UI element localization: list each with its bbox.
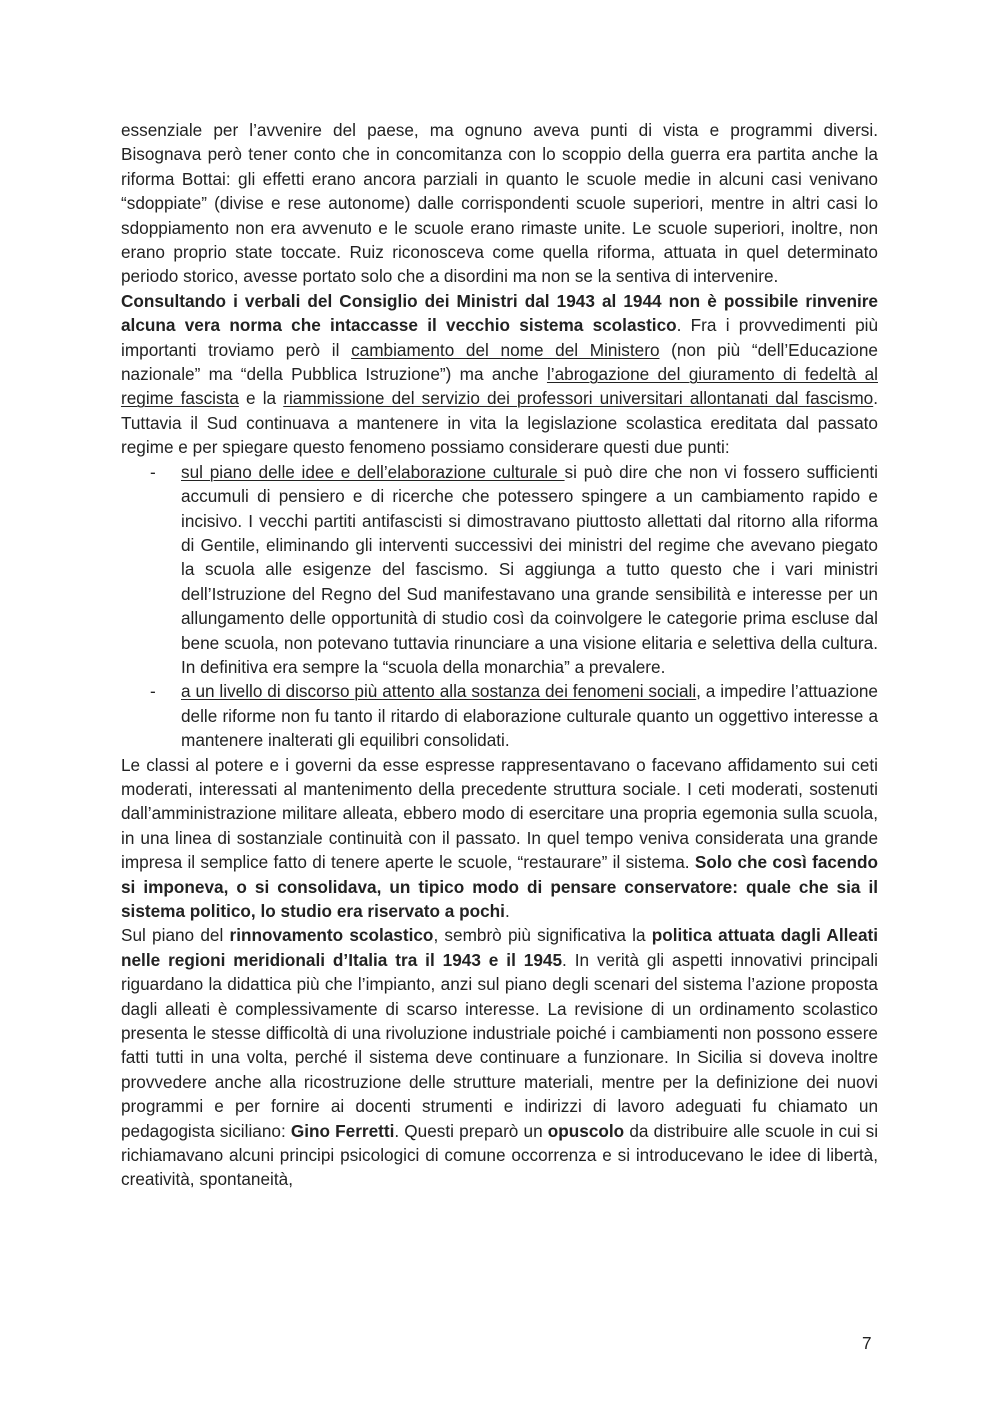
underlined-text: riammissione del servizio dei professori universitari allontanati dal fascismo	[283, 388, 874, 409]
text-run: Sul piano del	[121, 925, 230, 946]
bold-text: rinnovamento scolastico	[229, 925, 434, 946]
bold-text: opuscolo	[547, 1120, 625, 1141]
paragraph-1: essenziale per l’avvenire del paese, ma ognuno aveva punti di vista e programmi diversi. Bisognava però tener conto che in concomitanza con lo scoppio della guerra era partita anche la riforma Bottai: gli effetti erano ancora parziali in quanto le scuole medie in alcuni casi venivano “sdoppiate” (divise e rese autonome) dalle corrispondenti scuole superiori, mentre in altri casi lo sdoppiamento non era avvenuto e le scuole erano rimaste unite. Le scuole superiori, inoltre, non erano proprio state toccate. Ruiz riconosceva come quella riforma, attuata in quel determinato periodo storico, avesse portato solo che a disordini ma non se la sentiva di intervenire.	[121, 120, 878, 287]
text-run: si può dire che non vi fossero sufficienti accumuli di pensiero e di ricerche che potessero spingere a un cambiamento rapido e incisivo. I vecchi partiti antifascisti si dimostravano piuttosto allettati dal ritorno alla riforma di Gentile, eliminando gli interventi successivi dei ministri del regime che avevano piegato la scuola alle esigenze del fascismo. Si aggiunga a tutto questo che i vari ministri dell’Istruzione del Regno del Sud manifestavano una grande sensibilità e interesse per un allungamento delle opportunità di studio così da coinvolgere le categorie prima escluse dal bene scuola, non potevano tuttavia rinunciare a una visione elitaria e selettiva della cultura. In definitiva era sempre la “scuola della monarchia” a prevalere.	[181, 461, 878, 677]
paragraph-2	[121, 289, 878, 460]
text-run: . Fra i provvedimenti più importanti troviamo però il	[121, 315, 879, 360]
list-item	[181, 679, 878, 752]
text-run: . Questi preparò un	[394, 1120, 548, 1141]
text-run: . In verità gli aspetti innovativi principali riguardano la didattica più che l’impianto, anzi sul piano degli scenari del sistema l’azione proposta dagli alleati è complessivamente di scarso interesse. La revisione di un ordinamento scolastico presenta le stesse difficoltà di una rivoluzione industriale poiché i cambiamenti non possono essere fatti tutti in una volta, perché il sistema deve continuare a funzionare. In Sicilia si doveva inoltre provvedere anche alla ricostruzione delle strutture materiali, mentre per la definizione dei nuovi programmi e per fornire ai docenti strumenti e indirizzi di lavoro adeguati fu chiamato un pedagogista siciliano:	[121, 949, 878, 1141]
bold-text: Consultando i verbali del Consiglio dei Ministri dal 1943 al 1944 non è possibile rinvenire alcuna vera norma che intaccasse il vecchio sistema scolastico	[121, 290, 878, 336]
text-run: .	[504, 901, 510, 921]
text-run: . Tuttavia il Sud continuava a mantenere in vita la legislazione scolastica ereditata dal passato regime e per spiegare questo fenomeno possiamo considerare questi due punti:	[121, 388, 878, 458]
text-run: Le classi al potere e i governi da esse espresse rappresentavano o facevano affidamento sui ceti moderati, interessati al mantenimento della precedente struttura sociale. I ceti moderati, sostenuti dall’amministrazione militare alleata, ebbero modo di esercitare una propria egemonia sulla scuola, in una linea di sostanziale continuità con il passato. In quel tempo veniva considerata una grande impresa il semplice fatto di tenere aperte le scuole, “restaurare” il sistema.	[121, 754, 878, 873]
text-run: e la	[238, 388, 284, 409]
bold-text: Gino Ferretti	[290, 1120, 395, 1141]
body-text	[121, 118, 878, 1192]
paragraph-3	[121, 753, 878, 924]
underlined-text: cambiamento del nome del Ministero	[351, 339, 660, 360]
underlined-text: l’abrogazione del giuramento di fedeltà al regime fascista	[121, 364, 878, 409]
bold-text: politica attuata dagli Alleati nelle regioni meridionali d’Italia tra il 1943 e il 1945	[121, 925, 878, 970]
underlined-text: a un livello di discorso più attento alla sostanza dei fenomeni sociali	[181, 681, 697, 702]
bold-text: Solo che così facendo si imponeva, o si consolidava, un tipico modo di pensare conservatore: quale che sia il sistema politico, lo studio era riservato a pochi	[121, 852, 878, 921]
text-run: , a impedire l’attuazione delle riforme non fu tanto il ritardo di elaborazione culturale quanto un oggettivo interesse a mantenere inalterati gli equilibri consolidati.	[181, 681, 878, 751]
paragraph-4	[121, 923, 878, 1191]
text-run: (non più “dell’Educazione nazionale” ma “della Pubblica Istruzione”) ma anche	[121, 339, 878, 385]
text-run: , sembrò più significativa la	[433, 925, 652, 946]
dash-list	[121, 460, 878, 753]
underlined-text: sul piano delle idee e dell’elaborazione culturale	[181, 461, 565, 482]
list-item	[181, 460, 878, 680]
text-run: da distribuire alle scuole in cui si richiamavano alcuni principi psicologici di comune occorrenza e si introducevano le idee di libertà, creatività, spontaneità,	[121, 1120, 879, 1190]
page-number: 7	[862, 1333, 872, 1353]
